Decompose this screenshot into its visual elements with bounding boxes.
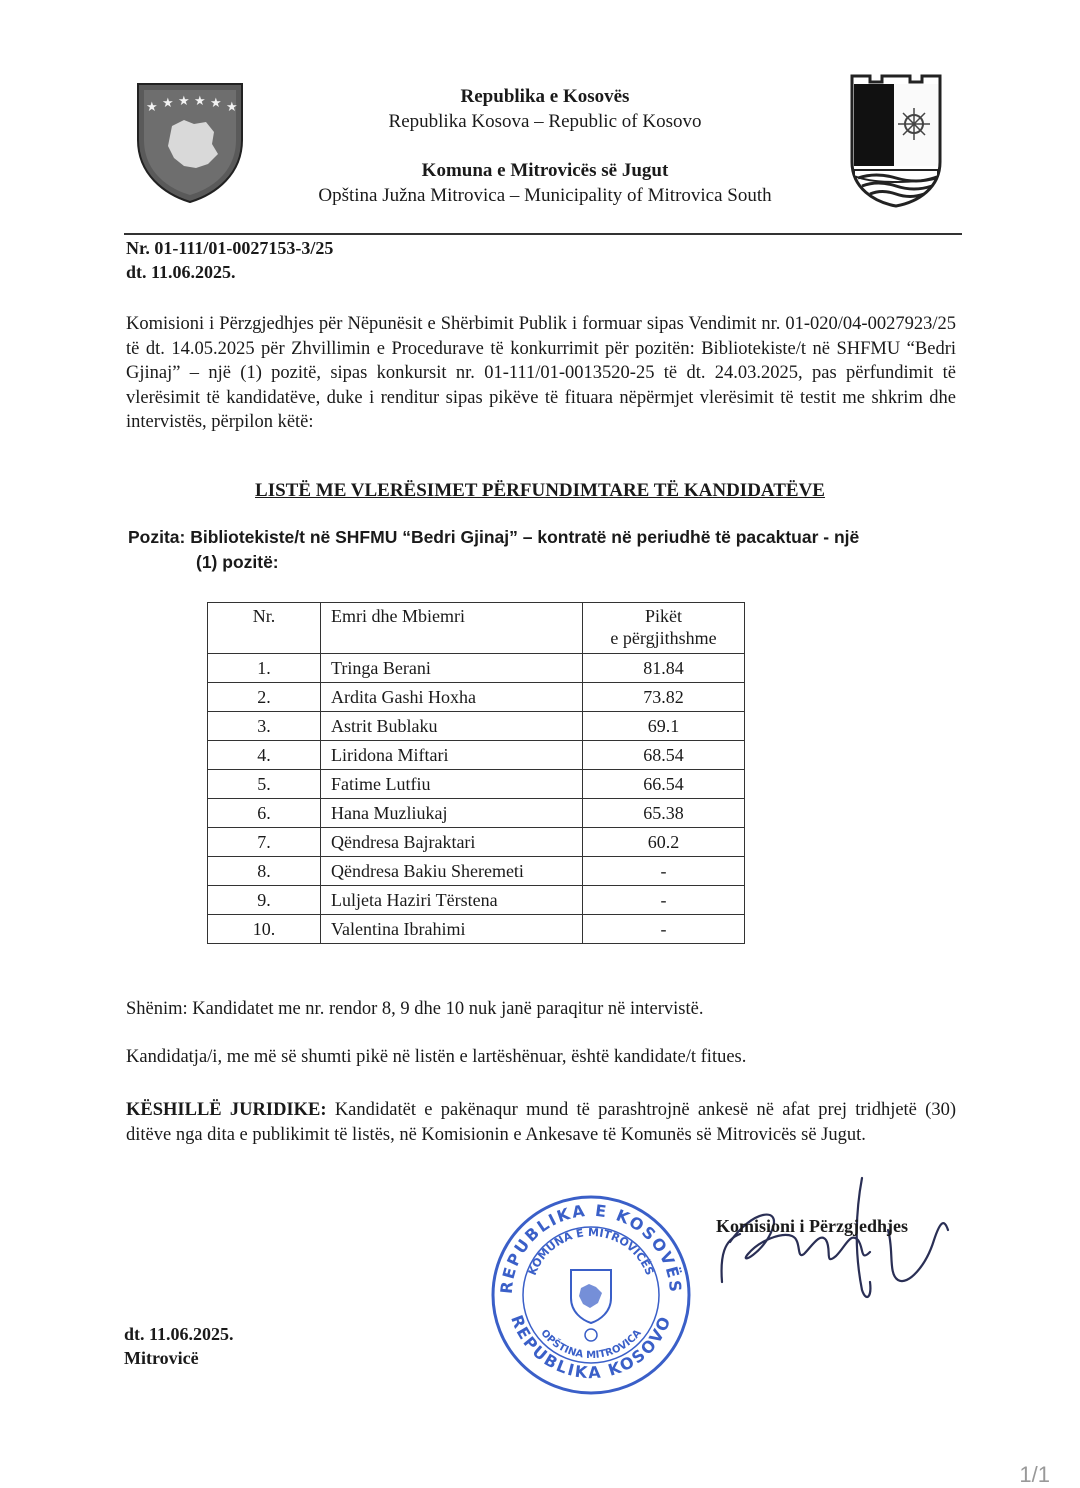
table-row <box>208 857 745 886</box>
row-name: Hana Muzliukaj <box>321 799 583 828</box>
row-name: Valentina Ibrahimi <box>321 915 583 944</box>
row-points: - <box>583 915 745 944</box>
header-points <box>583 603 745 654</box>
table-row <box>208 654 745 683</box>
row-name: Astrit Bublaku <box>321 712 583 741</box>
row-points: 60.2 <box>583 828 745 857</box>
header-divider <box>124 233 962 235</box>
footer-date-place <box>124 1322 234 1370</box>
mitrovica-south-emblem-icon <box>848 72 944 210</box>
row-points: - <box>583 886 745 915</box>
row-points: 73.82 <box>583 683 745 712</box>
svg-text:★: ★ <box>146 100 158 115</box>
row-points: 81.84 <box>583 654 745 683</box>
header-points-line1: Pikët <box>644 606 682 626</box>
table-row <box>208 799 745 828</box>
table-row <box>208 712 745 741</box>
committee-signature-label: Komisioni i Përzgjedhjes <box>716 1216 908 1236</box>
header-points-line2: e përgjithshme <box>610 628 717 648</box>
table-row <box>208 828 745 857</box>
svg-text:★: ★ <box>178 94 190 109</box>
svg-text:★: ★ <box>194 94 206 109</box>
row-nr: 10. <box>208 915 321 944</box>
footer-date: dt. 11.06.2025. <box>124 1324 234 1344</box>
document-number: Nr. 01-111/01-0027153-3/25 <box>126 238 334 258</box>
stamp-outer-bottom: REPUBLIKA KOSOVO <box>507 1312 675 1383</box>
table-row <box>208 741 745 770</box>
position-description <box>128 525 958 575</box>
stamp-inner-bottom: OPŠTINA MITROVICA <box>538 1327 644 1362</box>
intro-paragraph: Komisioni i Përzgjedhjes për Nëpunësit e Shërbimit Publik i formuar sipas Vendimit nr. 01-020/04-0027923/25 të dt. 14.05.2025 për Zhvillimin e Procedurave të konkurrimit për pozitën: Bibliotekiste/t në SHFMU “Bedri Gjinaj” – një (1) pozitë, sipas konkursit nr. 01-111/01-0013520-25 të dt. 24.03.2025, pas përfundimit të vlerësimit të kandidatëve, duke i renditur sipas pikëve të fituara nëpërmjet vlerësimit të testit me shkrim dhe intervistës, përpilon këtë: <box>126 314 956 432</box>
row-nr: 9. <box>208 886 321 915</box>
handwritten-signature-icon <box>712 1170 962 1310</box>
row-name: Fatime Lutfiu <box>321 770 583 799</box>
row-nr: 1. <box>208 654 321 683</box>
position-line-2: (1) pozitë: <box>196 552 279 572</box>
row-name: Liridona Miftari <box>321 741 583 770</box>
row-nr: 2. <box>208 683 321 712</box>
row-name: Qëndresa Bajraktari <box>321 828 583 857</box>
row-points: 68.54 <box>583 741 745 770</box>
svg-text:★: ★ <box>162 96 174 111</box>
table-row <box>208 915 745 944</box>
stamp-inner-top: KOMUNA E MITROVICËS <box>525 1225 657 1278</box>
page-number: 1/1 <box>1019 1462 1050 1487</box>
row-nr: 7. <box>208 828 321 857</box>
row-name: Ardita Gashi Hoxha <box>321 683 583 712</box>
list-title: LISTË ME VLERËSIMET PËRFUNDIMTARE TË KANDIDATËVE <box>255 480 825 501</box>
row-points: - <box>583 857 745 886</box>
row-nr: 8. <box>208 857 321 886</box>
row-points: 69.1 <box>583 712 745 741</box>
row-name: Tringa Berani <box>321 654 583 683</box>
position-line-1: Pozita: Bibliotekiste/t në SHFMU “Bedri Gjinaj” – kontratë në periudhë të pacaktuar - një <box>128 527 860 547</box>
kosovo-coat-of-arms-icon <box>132 78 248 206</box>
row-nr: 3. <box>208 712 321 741</box>
footer-place: Mitrovicë <box>124 1348 199 1368</box>
country-name-alt: Republika Kosova – Republic of Kosovo <box>388 111 702 132</box>
table-row <box>208 683 745 712</box>
header-nr: Nr. <box>208 603 321 654</box>
row-points: 66.54 <box>583 770 745 799</box>
municipality-name: Komuna e Mitrovicës së Jugut <box>421 160 669 181</box>
row-nr: 5. <box>208 770 321 799</box>
official-stamp-icon <box>488 1192 694 1398</box>
document-date: dt. 11.06.2025. <box>126 262 236 282</box>
svg-text:★: ★ <box>210 96 222 111</box>
legal-advice-label: KËSHILLË JURIDIKE: <box>126 1100 327 1120</box>
table-row <box>208 886 745 915</box>
municipality-name-alt: Opština Južna Mitrovica – Municipality of Mitrovica South <box>318 185 772 206</box>
row-points: 65.38 <box>583 799 745 828</box>
header-name: Emri dhe Mbiemri <box>321 603 583 654</box>
winner-text: Kandidatja/i, me më së shumti pikë në listën e lartëshënuar, është kandidate/t fitues. <box>126 1047 747 1067</box>
row-nr: 6. <box>208 799 321 828</box>
row-nr: 4. <box>208 741 321 770</box>
table-header-row <box>208 603 745 654</box>
legal-advice <box>126 1098 956 1147</box>
note-text: Shënim: Kandidatet me nr. rendor 8, 9 dhe 10 nuk janë paraqitur në intervistë. <box>126 999 704 1019</box>
row-name: Luljeta Haziri Tërstena <box>321 886 583 915</box>
table-row <box>208 770 745 799</box>
country-name: Republika e Kosovës <box>460 86 630 107</box>
stamp-outer-top: REPUBLIKA E KOSOVËS <box>496 1200 686 1295</box>
legal-advice-text: Kandidatët e pakënaqur mund të parashtrojnë ankesë në afat prej tridhjetë (30) ditëve nga dita e publikimit të listës, në Komisionin e Ankesave të Komunës së Mitrovicës së Jugut. <box>126 1100 956 1145</box>
candidates-table <box>207 602 745 944</box>
row-name: Qëndresa Bakiu Sheremeti <box>321 857 583 886</box>
svg-text:★: ★ <box>226 100 238 115</box>
